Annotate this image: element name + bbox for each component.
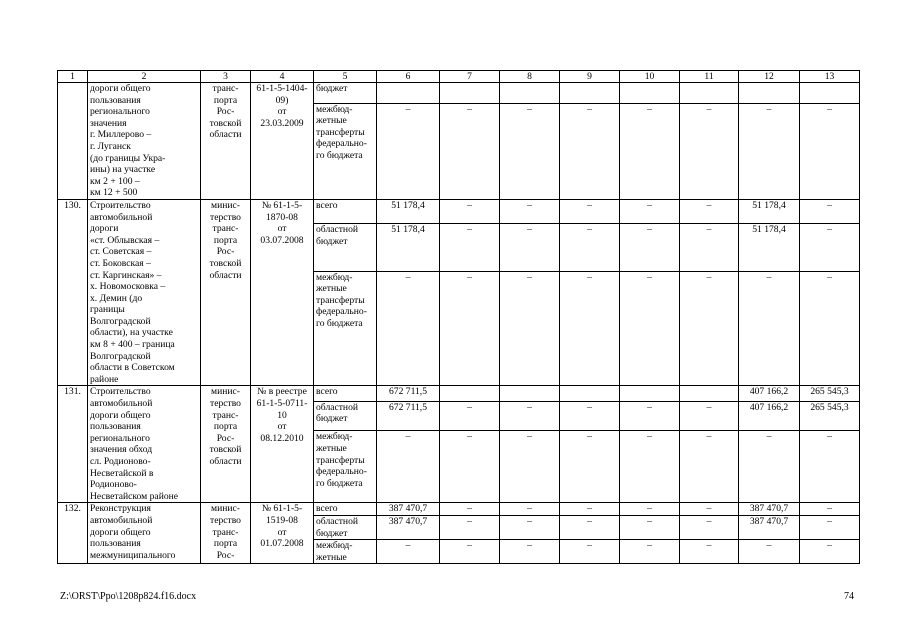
funding-source-cell: межбюд- жетные (314, 540, 377, 564)
object-name-cell: Строительство автомобильной дороги общего пользования регионального значения обход сл. Родионово- Несветайской в Родионово- Несветайском районе (88, 386, 201, 503)
value-cell: – (620, 224, 680, 271)
value-cell: – (680, 401, 739, 431)
value-cell: – (800, 199, 860, 224)
value-cell: – (680, 503, 739, 516)
page-number: 74 (844, 591, 854, 602)
value-cell (680, 83, 739, 104)
value-cell (440, 386, 500, 401)
value-cell (800, 83, 860, 104)
table-header-row (58, 71, 860, 83)
column-number-cell: 3 (201, 71, 251, 83)
value-cell: – (620, 199, 680, 224)
value-cell: 51 178,4 (739, 199, 800, 224)
value-cell: – (500, 199, 560, 224)
table-row (58, 83, 860, 104)
value-cell: – (620, 503, 680, 516)
column-number-cell: 4 (251, 71, 314, 83)
table-row (58, 503, 860, 516)
value-cell: – (739, 540, 800, 564)
column-number-cell: 12 (739, 71, 800, 83)
column-number-cell: 5 (314, 71, 377, 83)
value-cell: – (560, 431, 620, 503)
funding-source-cell: всего (314, 199, 377, 224)
value-cell: 407 166,2 (739, 386, 800, 401)
value-cell: – (440, 271, 500, 386)
customer-cell: минис- терство транс- порта Рос- (201, 503, 251, 564)
value-cell: – (500, 431, 560, 503)
value-cell (500, 83, 560, 104)
funding-source-cell: бюджет (314, 83, 377, 104)
value-cell: – (500, 540, 560, 564)
value-cell: – (377, 431, 440, 503)
funding-source-cell: областной бюджет (314, 224, 377, 271)
item-number-cell: 130. (58, 199, 88, 386)
value-cell: – (620, 401, 680, 431)
value-cell: – (500, 271, 560, 386)
value-cell (500, 386, 560, 401)
value-cell: 387 470,7 (739, 515, 800, 539)
value-cell: – (800, 515, 860, 539)
value-cell: 407 166,2 (739, 401, 800, 431)
value-cell: – (440, 224, 500, 271)
value-cell (620, 386, 680, 401)
column-number-cell: 2 (88, 71, 201, 83)
value-cell: – (560, 515, 620, 539)
column-number-cell: 7 (440, 71, 500, 83)
value-cell: 265 545,3 (800, 386, 860, 401)
value-cell: – (440, 199, 500, 224)
column-number-cell: 10 (620, 71, 680, 83)
value-cell: – (800, 103, 860, 199)
budget-table (57, 70, 860, 564)
value-cell: – (680, 224, 739, 271)
value-cell: – (739, 431, 800, 503)
customer-cell: минис- терство транс- порта Рос- товской области (201, 199, 251, 386)
table-row (58, 199, 860, 224)
value-cell: – (739, 271, 800, 386)
column-number-cell: 13 (800, 71, 860, 83)
value-cell: – (560, 103, 620, 199)
value-cell: – (500, 401, 560, 431)
value-cell (377, 83, 440, 104)
column-number-cell: 11 (680, 71, 739, 83)
value-cell: 387 470,7 (739, 503, 800, 516)
value-cell: – (560, 401, 620, 431)
value-cell: 672 711,5 (377, 401, 440, 431)
value-cell: – (800, 503, 860, 516)
expertise-doc-cell: № 61-1-5- 1519-08 от 01.07.2008 (251, 503, 314, 564)
column-number-cell: 6 (377, 71, 440, 83)
funding-source-cell: всего (314, 386, 377, 401)
customer-cell: транс- порта Рос- товской области (201, 83, 251, 200)
value-cell: – (620, 515, 680, 539)
value-cell: – (800, 224, 860, 271)
value-cell: – (377, 103, 440, 199)
value-cell: – (560, 540, 620, 564)
funding-source-cell: межбюд- жетные трансферты федерально- го бюджета (314, 103, 377, 199)
value-cell: – (680, 199, 739, 224)
value-cell: – (377, 540, 440, 564)
value-cell: – (680, 431, 739, 503)
value-cell: – (800, 431, 860, 503)
value-cell: – (440, 515, 500, 539)
value-cell: – (560, 224, 620, 271)
customer-cell: минис- терство транс- порта Рос- товской области (201, 386, 251, 503)
document-path: Z:\ORST\Ppo\1208p824.f16.docx (60, 591, 197, 602)
value-cell: – (680, 540, 739, 564)
value-cell: – (500, 103, 560, 199)
value-cell: 672 711,5 (377, 386, 440, 401)
value-cell: – (440, 401, 500, 431)
value-cell: – (739, 103, 800, 199)
column-number-cell: 8 (500, 71, 560, 83)
value-cell (680, 386, 739, 401)
value-cell (560, 386, 620, 401)
funding-source-cell: областной бюджет (314, 401, 377, 431)
value-cell: – (440, 503, 500, 516)
column-number-cell: 9 (560, 71, 620, 83)
value-cell: – (440, 540, 500, 564)
item-number-cell: 132. (58, 503, 88, 564)
item-number-cell: 131. (58, 386, 88, 503)
budget-table-page (57, 70, 860, 564)
value-cell: – (800, 540, 860, 564)
value-cell: – (620, 540, 680, 564)
expertise-doc-cell: 61-1-5-1404- 09) от 23.03.2009 (251, 83, 314, 200)
table-row (58, 386, 860, 401)
value-cell: – (620, 103, 680, 199)
value-cell: 51 178,4 (739, 224, 800, 271)
object-name-cell: Строительство автомобильной дороги «ст. Облывская – ст. Советская – ст. Боковская – ст. Каргинская» – х. Новомосковка – х. Демин (до границы Волгоградской области), на участке км 8 + 400 – граница Волгоградской области в Советском районе (88, 199, 201, 386)
value-cell: 387 470,7 (377, 503, 440, 516)
object-name-cell: Реконструкция автомобильной дороги общего пользования межмуниципального (88, 503, 201, 564)
value-cell: – (500, 503, 560, 516)
column-number-cell: 1 (58, 71, 88, 83)
item-number-cell (58, 83, 88, 200)
value-cell: 51 178,4 (377, 224, 440, 271)
value-cell: – (500, 224, 560, 271)
value-cell (440, 83, 500, 104)
value-cell: – (377, 271, 440, 386)
value-cell: – (560, 271, 620, 386)
value-cell (739, 83, 800, 104)
expertise-doc-cell: № в реестре 61-1-5-0711- 10 от 08.12.2010 (251, 386, 314, 503)
value-cell: – (620, 431, 680, 503)
value-cell: – (680, 271, 739, 386)
value-cell: – (560, 503, 620, 516)
value-cell: – (440, 103, 500, 199)
value-cell: – (560, 199, 620, 224)
value-cell (560, 83, 620, 104)
value-cell: 387 470,7 (377, 515, 440, 539)
funding-source-cell: областной бюджет (314, 515, 377, 539)
funding-source-cell: межбюд- жетные трансферты федерально- го бюджета (314, 271, 377, 386)
expertise-doc-cell: № 61-1-5- 1870-08 от 03.07.2008 (251, 199, 314, 386)
value-cell: 265 545,3 (800, 401, 860, 431)
value-cell: – (500, 515, 560, 539)
funding-source-cell: межбюд- жетные трансферты федерально- го бюджета (314, 431, 377, 503)
value-cell: – (440, 431, 500, 503)
object-name-cell: дороги общего пользования регионального значения г. Миллерово – г. Луганск (до границы Укра- ины) на участке км 2 + 100 – км 12 + 500 (88, 83, 201, 200)
value-cell: – (680, 103, 739, 199)
value-cell (620, 83, 680, 104)
value-cell: – (680, 515, 739, 539)
value-cell: – (800, 271, 860, 386)
funding-source-cell: всего (314, 503, 377, 516)
value-cell: – (620, 271, 680, 386)
value-cell: 51 178,4 (377, 199, 440, 224)
